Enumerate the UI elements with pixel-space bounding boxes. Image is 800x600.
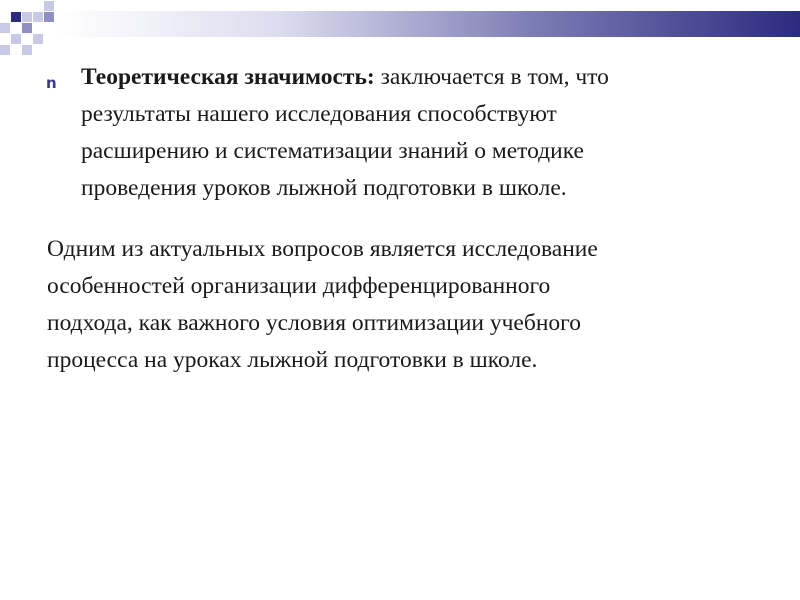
line-text: заключается в том, что (374, 64, 609, 90)
paragraph-line: проведения уроков лыжной подготовки в школе. (81, 175, 567, 201)
paragraph-line (81, 59, 781, 96)
relevance-paragraph (47, 231, 782, 379)
paragraph-line: подхода, как важного условия оптимизации учебного (47, 310, 581, 336)
bold-lead: Теоретическая значимость: (81, 64, 375, 90)
bullet-icon: n (46, 74, 57, 92)
paragraph-line: процесса на уроках лыжной подготовки в школе. (47, 347, 538, 373)
paragraph-line: результаты нашего исследования способствуют (81, 101, 557, 127)
paragraph-line: Одним из актуальных вопросов является исследование (47, 236, 598, 262)
paragraph-line: расширению и систематизации знаний о методике (81, 138, 584, 164)
paragraph-line: особенностей организации дифференцированного (47, 273, 551, 299)
significance-paragraph (81, 59, 781, 207)
